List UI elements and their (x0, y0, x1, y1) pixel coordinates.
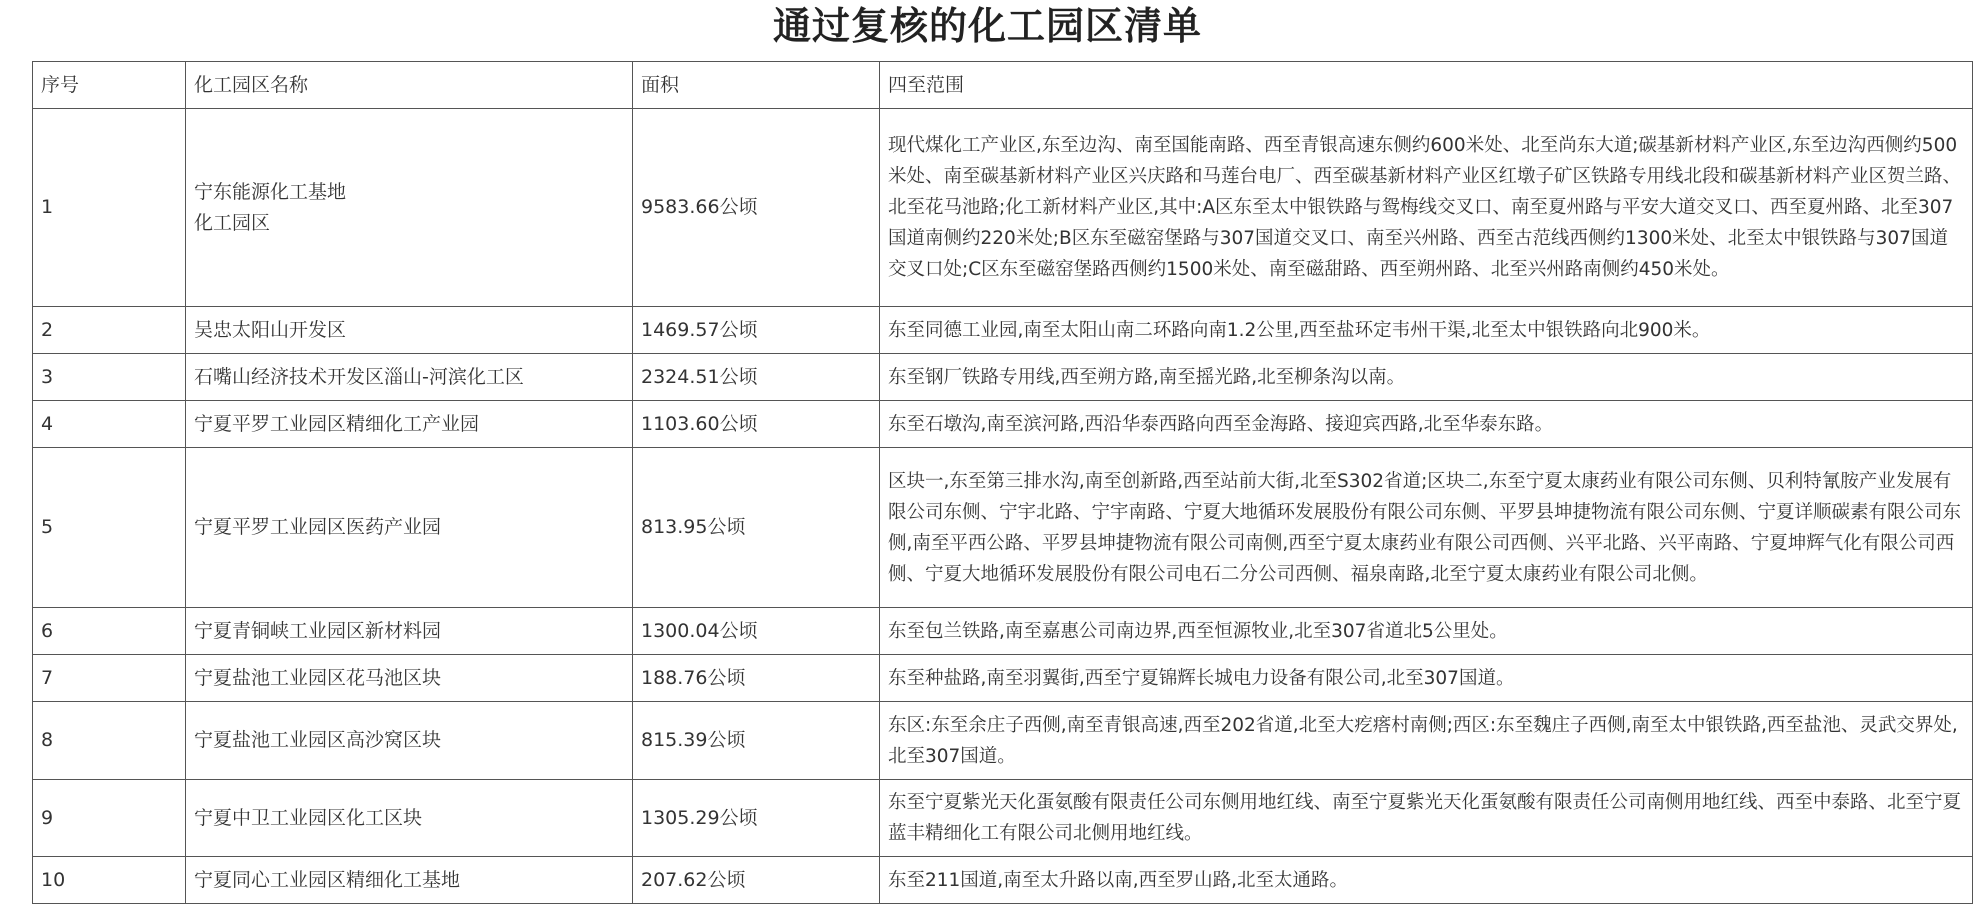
cell-serial-number: 6 (33, 608, 186, 655)
table-header-row (33, 62, 1973, 109)
cell-serial-number: 8 (33, 702, 186, 780)
cell-boundary-range: 东至包兰铁路,南至嘉惠公司南边界,西至恒源牧业,北至307省道北5公里处。 (880, 608, 1973, 655)
table-row (33, 109, 1973, 307)
cell-area: 1469.57公顷 (633, 307, 880, 354)
cell-area: 207.62公顷 (633, 857, 880, 904)
park-name-line: 宁夏青铜峡工业园区新材料园 (194, 619, 442, 642)
park-name-line: 宁东能源化工基地 (194, 180, 347, 203)
cell-boundary-range: 东至同德工业园,南至太阳山南二环路向南1.2公里,西至盐环定韦州干渠,北至太中银铁路向北900米。 (880, 307, 1973, 354)
cell-boundary-range: 东至石墩沟,南至滨河路,西沿华泰西路向西至金海路、接迎宾西路,北至华泰东路。 (880, 401, 1973, 448)
table-row (33, 401, 1973, 448)
page-title: 通过复核的化工园区清单 (772, 4, 1202, 48)
park-name-line: 宁夏盐池工业园区花马池区块 (194, 666, 442, 689)
cell-park-name (186, 354, 633, 401)
cell-boundary-range: 东至种盐路,南至羽翼街,西至宁夏锦辉长城电力设备有限公司,北至307国道。 (880, 655, 1973, 702)
park-name-line: 宁夏同心工业园区精细化工基地 (194, 868, 461, 891)
header-park-name: 化工园区名称 (186, 62, 633, 109)
cell-park-name (186, 307, 633, 354)
cell-park-name (186, 655, 633, 702)
cell-area: 188.76公顷 (633, 655, 880, 702)
park-name-line: 石嘴山经济技术开发区淄山-河滨化工区 (194, 365, 524, 388)
cell-park-name (186, 109, 633, 307)
cell-park-name (186, 608, 633, 655)
cell-serial-number: 5 (33, 448, 186, 608)
cell-area: 2324.51公顷 (633, 354, 880, 401)
park-name-line: 化工园区 (194, 211, 271, 234)
cell-area: 1305.29公顷 (633, 780, 880, 857)
cell-boundary-range: 现代煤化工产业区,东至边沟、南至国能南路、西至青银高速东侧约600米处、北至尚东大道;碳基新材料产业区,东至边沟西侧约500米处、南至碳基新材料产业区兴庆路和马莲台电厂、西至碳基新材料产业区红墩子矿区铁路专用线北段和碳基新材料产业区贺兰路、北至花马池路;化工新材料产业区,其中:A区东至太中银铁路与鸳梅线交叉口、南至夏州路与平安大道交叉口、西至夏州路、北至307国道南侧约220米处;B区东至磁窑堡路与307国道交叉口、南至兴州路、西至古范线西侧约1300米处、北至太中银铁路与307国道交叉口处;C区东至磁窑堡路西侧约1500米处、南至磁甜路、西至朔州路、北至兴州路南侧约450米处。 (880, 109, 1973, 307)
cell-park-name (186, 702, 633, 780)
cell-area: 9583.66公顷 (633, 109, 880, 307)
park-name-line: 宁夏平罗工业园区精细化工产业园 (194, 412, 480, 435)
table-row (33, 857, 1973, 904)
header-serial-number: 序号 (33, 62, 186, 109)
park-name-line: 宁夏平罗工业园区医药产业园 (194, 516, 442, 538)
cell-boundary-range: 东区:东至余庄子西侧,南至青银高速,西至202省道,北至大疙瘩村南侧;西区:东至魏庄子西侧,南至太中银铁路,西至盐池、灵武交界处,北至307国道。 (880, 702, 1973, 780)
cell-serial-number: 4 (33, 401, 186, 448)
cell-boundary-range: 东至宁夏紫光天化蛋氨酸有限责任公司东侧用地红线、南至宁夏紫光天化蛋氨酸有限责任公司南侧用地红线、西至中泰路、北至宁夏蓝丰精细化工有限公司北侧用地红线。 (880, 780, 1973, 857)
cell-serial-number: 1 (33, 109, 186, 307)
cell-boundary-range: 东至211国道,南至太升路以南,西至罗山路,北至太通路。 (880, 857, 1973, 904)
cell-area: 813.95公顷 (633, 448, 880, 608)
cell-area: 1300.04公顷 (633, 608, 880, 655)
table-row (33, 608, 1973, 655)
cell-park-name (186, 448, 633, 608)
cell-serial-number: 7 (33, 655, 186, 702)
cell-boundary-range: 东至钢厂铁路专用线,西至朔方路,南至摇光路,北至柳条沟以南。 (880, 354, 1973, 401)
cell-area: 1103.60公顷 (633, 401, 880, 448)
table-row (33, 780, 1973, 857)
table-row (33, 702, 1973, 780)
cell-boundary-range: 区块一,东至第三排水沟,南至创新路,西至站前大街,北至S302省道;区块二,东至宁夏太康药业有限公司东侧、贝利特氰胺产业发展有限公司东侧、宁宇北路、宁宇南路、宁夏大地循环发展股份有限公司东侧、平罗县坤捷物流有限公司东侧、宁夏详顺碳素有限公司东侧,南至平西公路、平罗县坤捷物流有限公司南侧,西至宁夏太康药业有限公司西侧、兴平北路、兴平南路、宁夏坤辉气化有限公司西侧、宁夏大地循环发展股份有限公司电石二分公司西侧、福泉南路,北至宁夏太康药业有限公司北侧。 (880, 448, 1973, 608)
header-boundary-range: 四至范围 (880, 62, 1973, 109)
park-name-line: 宁夏盐池工业园区高沙窝区块 (194, 729, 442, 751)
cell-serial-number: 2 (33, 307, 186, 354)
cell-area: 815.39公顷 (633, 702, 880, 780)
park-name-line: 吴忠太阳山开发区 (194, 318, 347, 341)
park-name-line: 宁夏中卫工业园区化工区块 (194, 806, 423, 829)
table-row (33, 448, 1973, 608)
table-row (33, 307, 1973, 354)
cell-park-name (186, 780, 633, 857)
header-area: 面积 (633, 62, 880, 109)
chemical-park-table (32, 61, 1973, 904)
cell-park-name (186, 401, 633, 448)
table-row (33, 655, 1973, 702)
cell-serial-number: 9 (33, 780, 186, 857)
cell-park-name (186, 857, 633, 904)
cell-serial-number: 3 (33, 354, 186, 401)
table-row (33, 354, 1973, 401)
cell-serial-number: 10 (33, 857, 186, 904)
